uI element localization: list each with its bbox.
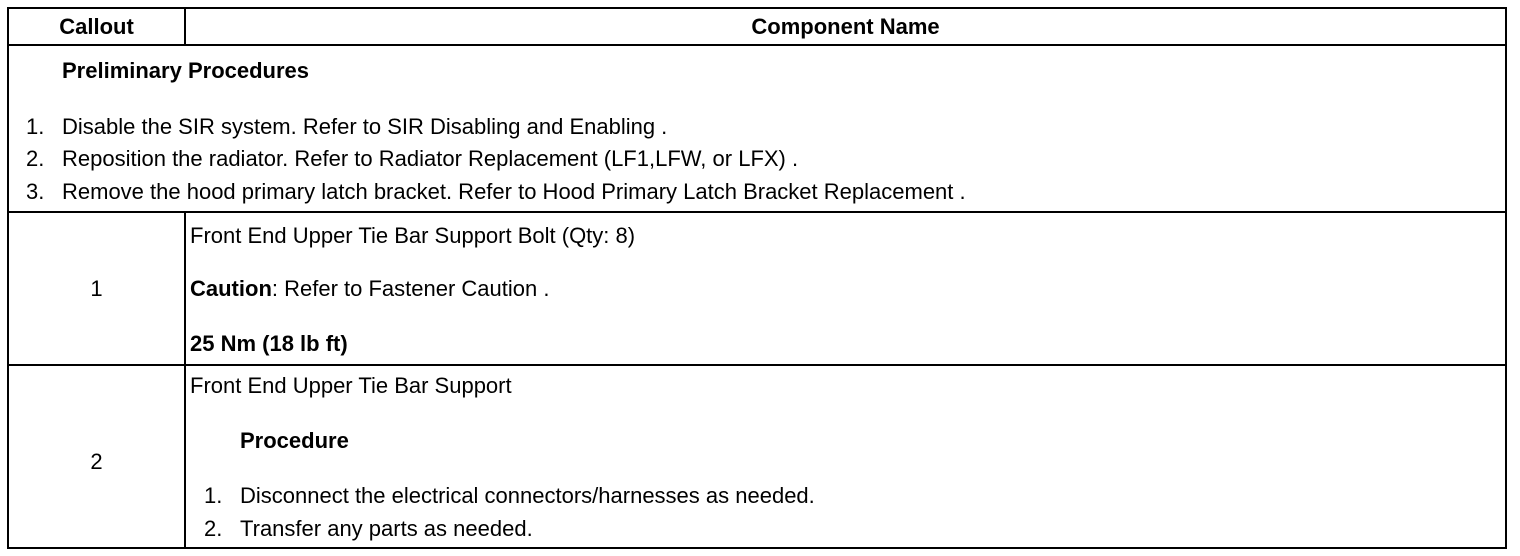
row-2-callout: 2 (90, 449, 103, 474)
row-1-component-name: Front End Upper Tie Bar Support Bolt (Qty: 8) (190, 223, 636, 248)
header-divider (9, 44, 1505, 46)
row-1-caution (190, 276, 549, 302)
row-1-callout: 1 (90, 276, 103, 301)
preliminary-step-number: 3. (26, 179, 45, 204)
preliminary-step-text: Reposition the radiator. Refer to Radiator Replacement (LF1,LFW, or LFX) . (62, 146, 799, 171)
preliminary-step-number: 1. (26, 114, 45, 139)
procedure-step-number: 1. (204, 483, 223, 508)
body-column-divider (184, 211, 186, 547)
preliminary-divider (9, 211, 1505, 213)
component-name-header: Component Name (751, 14, 940, 39)
caution-label: Caution (190, 276, 272, 301)
callout-header: Callout (59, 14, 134, 39)
row-1-divider (9, 364, 1505, 366)
preliminary-step-text: Remove the hood primary latch bracket. Refer to Hood Primary Latch Bracket Replacement . (62, 179, 966, 204)
procedure-title: Procedure (240, 428, 349, 453)
caution-text: : Refer to Fastener Caution . (271, 276, 550, 301)
row-2-component-name: Front End Upper Tie Bar Support (190, 373, 512, 398)
component-table (7, 7, 1507, 549)
row-1-torque: 25 Nm (18 lb ft) (190, 331, 348, 356)
procedure-step-text: Disconnect the electrical connectors/harnesses as needed. (240, 483, 815, 508)
procedure-step-text: Transfer any parts as needed. (240, 516, 533, 541)
preliminary-step-number: 2. (26, 146, 45, 171)
preliminary-title: Preliminary Procedures (62, 58, 310, 83)
procedure-step-number: 2. (204, 516, 223, 541)
preliminary-step-text: Disable the SIR system. Refer to SIR Disabling and Enabling . (62, 114, 668, 139)
